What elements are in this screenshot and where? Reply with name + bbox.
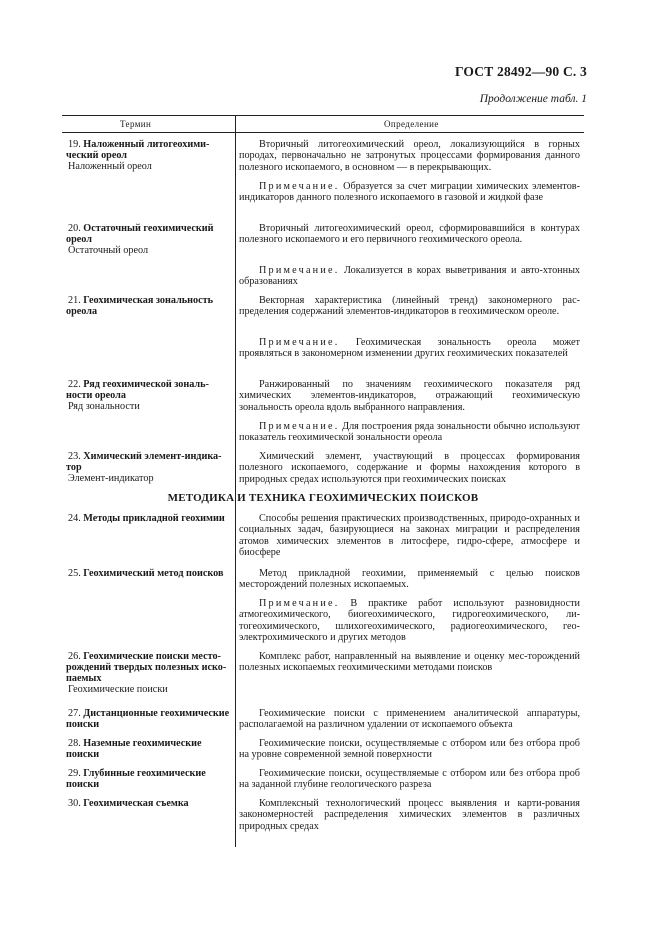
note-label: Примечание. <box>259 265 340 276</box>
term-name: Остаточный геохимический ореол <box>66 223 214 245</box>
term-name: Наземные геохимические поиски <box>66 738 202 760</box>
term-name: Геохимические поиски место-рождений твердых полезных иско-паемых <box>66 651 227 684</box>
term-20 <box>66 223 232 256</box>
note-label: Примечание. <box>259 181 340 192</box>
column-header-term: Термин <box>120 119 152 129</box>
definition-28: Геохимические поиски, осуществляемые с отбором или без отбора проб на уровне современной земной поверхности <box>239 738 580 761</box>
note-22 <box>239 421 580 444</box>
term-number: 21. <box>68 295 81 306</box>
definition-26: Комплекс работ, направленный на выявление и оценку мес-торождений полезных ископаемых геохимическими методами поисков <box>239 651 580 674</box>
definition-30: Комплексный технологический процесс выявления и карти-рования закономерностей распределения химических элементов в различных природных средах <box>239 798 580 832</box>
term-name: Наложенный литогеохими-ческий ореол <box>66 139 210 161</box>
note-25 <box>239 598 580 644</box>
term-synonym: Остаточный ореол <box>68 245 149 256</box>
section-heading: МЕТОДИКА И ТЕХНИКА ГЕОХИМИЧЕСКИХ ПОИСКОВ <box>167 492 479 504</box>
note-text: Для построения ряда зональности обычно используют показатель геохимической зональности ореола <box>239 421 580 444</box>
term-synonym: Ряд зональности <box>68 401 140 412</box>
definition-20: Вторичный литогеохимический ореол, сформировавшийся в контурах полезного ископаемого и его первичного геохимического ореола. <box>239 223 580 246</box>
term-name: Химический элемент-индика-тор <box>66 451 222 473</box>
definition-22: Ранжированный по значениям геохимического показателя ряд химических элементов-индикаторов, отражающий геохимическую зональность ореола вдоль выбранного направления. <box>239 379 580 413</box>
table-header-rule <box>62 132 584 133</box>
note-21 <box>239 337 580 360</box>
term-number: 23. <box>68 451 81 462</box>
term-synonym: Элемент-индикатор <box>68 473 154 484</box>
page-header-title: ГОСТ 28492—90 С. 3 <box>454 64 587 79</box>
term-21 <box>66 295 232 317</box>
note-label: Примечание. <box>259 421 340 432</box>
definition-23: Химический элемент, участвующий в процессах формирования полезного ископаемого, содержание и формы нахождения которого в природных средах используются при геохимических поисках <box>239 451 580 485</box>
definition-29: Геохимические поиски, осуществляемые с отбором или без отбора проб на заданной глубине геологического разреза <box>239 768 580 791</box>
term-number: 27. <box>68 708 81 719</box>
term-name: Ряд геохимической зональ-ности ореола <box>66 379 209 401</box>
term-name: Методы прикладной геохимии <box>83 513 225 524</box>
term-synonym: Наложенный ореол <box>68 161 152 172</box>
term-name: Геохимический метод поисков <box>83 568 224 579</box>
term-27 <box>66 708 232 730</box>
term-number: 26. <box>68 651 81 662</box>
term-number: 22. <box>68 379 81 390</box>
column-divider <box>235 115 236 847</box>
definition-19: Вторичный литогеохимический ореол, локализующийся в горных породах, первоначально не затронутых процессами формирования данного полезного ископаемого, в основном — в перекрывающих. <box>239 139 580 173</box>
note-text: В практике работ используют разновидности атмогеохимического, биогеохимического, гидрогеохимического, ли-тогеохимического, шлихогеохимического, радиогеохимического, гео-электрохимического и других методов <box>239 598 581 644</box>
note-text: Локализуется в корах выветривания и авто-хтонных образованиях <box>239 265 581 288</box>
term-number: 20. <box>68 223 81 234</box>
definition-24: Способы решения практических производственных, природо-охранных и социальных задач, базирующиеся на законах миграции и распределения атомов химических элементов в литосфере, гидро-сфере, атмосфере и биосфере <box>239 513 580 559</box>
definition-27: Геохимические поиски с применением аналитической аппаратуры, располагаемой на различном удалении от ископаемого объекта <box>239 708 580 731</box>
note-text: Образуется за счет миграции химических элементов-индикаторов данного полезного ископаемого в газовой и жидкой фазе <box>239 181 580 204</box>
term-25 <box>66 568 232 579</box>
column-header-definition: Определение <box>384 119 439 129</box>
note-label: Примечание. <box>259 337 340 348</box>
definition-21: Векторная характеристика (линейный тренд) закономерного рас-пределения содержаний элементов-индикаторов в геохимическом ореоле. <box>239 295 580 318</box>
table-continuation-label: Продолжение табл. 1 <box>479 93 587 105</box>
term-name: Дистанционные геохимические поиски <box>66 708 230 730</box>
note-text: Геохимическая зональность ореола может проявляться в закономерном изменении других геохимических показателей <box>239 337 580 360</box>
term-28 <box>66 738 232 760</box>
term-29 <box>66 768 232 790</box>
term-23 <box>66 451 232 484</box>
note-19 <box>239 181 580 204</box>
term-synonym: Геохимические поиски <box>68 684 168 695</box>
terms-table <box>62 115 584 847</box>
term-24 <box>66 513 232 524</box>
term-number: 28. <box>68 738 81 749</box>
definition-25: Метод прикладной геохимии, применяемый с целью поисков месторождений полезных ископаемых. <box>239 568 580 591</box>
term-number: 19. <box>68 139 81 150</box>
term-19 <box>66 139 232 172</box>
term-26 <box>66 651 232 695</box>
term-name: Геохимическая зональность ореола <box>66 295 214 317</box>
term-number: 30. <box>68 798 81 809</box>
note-label: Примечание. <box>259 598 340 609</box>
term-22 <box>66 379 232 412</box>
table-top-rule <box>62 115 584 116</box>
term-name: Геохимическая съемка <box>83 798 189 809</box>
term-number: 25. <box>68 568 81 579</box>
note-20 <box>239 265 580 288</box>
term-30 <box>66 798 232 809</box>
term-number: 29. <box>68 768 81 779</box>
term-name: Глубинные геохимические поиски <box>66 768 206 790</box>
term-number: 24. <box>68 513 81 524</box>
